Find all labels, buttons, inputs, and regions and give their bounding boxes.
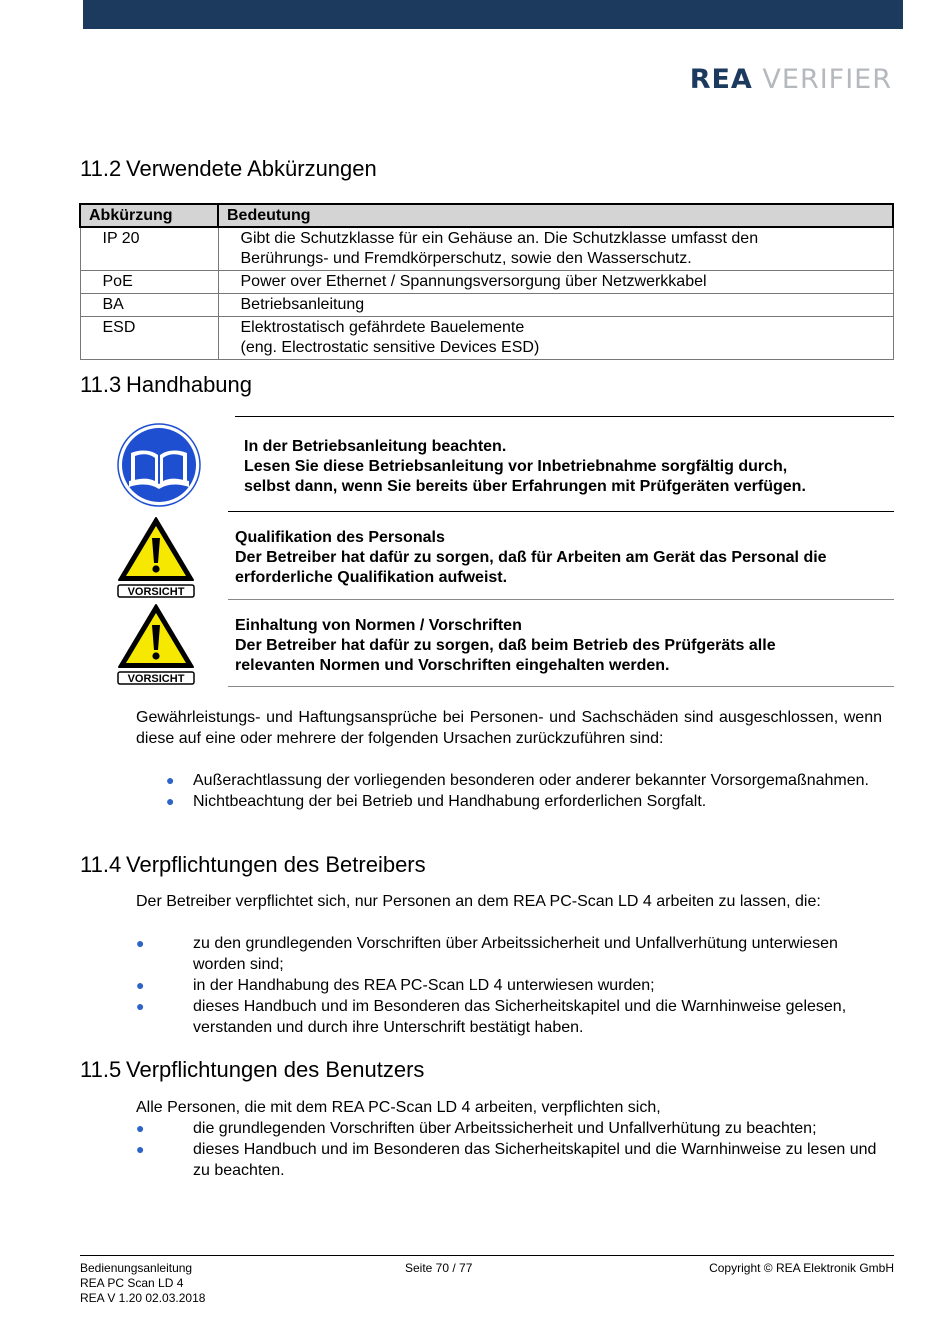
notice-standards: Einhaltung von Normen / Vorschriften Der Betreiber hat dafür zu sorgen, daß beim Betrieb des Prüfgeräts alle relevanten Normen und Vorschriften eingehalten werden. [235, 617, 776, 674]
list-item: ● die grundlegenden Vorschriften über Arbeitssicherheit und Unfallverhütung zu beachten; [136, 1120, 817, 1137]
list-item: ● Nichtbeachtung der bei Betrieb und Handhabung erforderlichen Sorgfalt. [166, 793, 707, 810]
operator-paragraph: Der Betreiber verpflichtet sich, nur Personen an dem REA PC-Scan LD 4 arbeiten zu lassen, die: [136, 893, 821, 910]
footer-left: Bedienungsanleitung REA PC Scan LD 4 REA V 1.20 02.03.2018 [80, 1261, 206, 1305]
list-item: ● dieses Handbuch und im Besonderen das Sicherheitskapitel und die Warnhinweise gelesen, verstanden und durch ihre Unterschrift bestätigt haben. [136, 998, 847, 1036]
section-title-11-2: 11.2 Verwendete Abkürzungen [80, 156, 377, 181]
section-title-11-3: 11.3 Handhabung [80, 372, 253, 397]
warn-label: VORSICHT [127, 673, 185, 685]
warning-triangle-icon [117, 603, 195, 685]
user-list [136, 1118, 885, 1181]
warranty-paragraph: Gewährleistungs- und Haftungsansprüche bei Personen- und Sachschäden sind ausgeschlossen, wenn diese auf eine oder mehrere der folgenden Ursachen zurückzuführen sind: [136, 709, 882, 747]
footer-divider [80, 1255, 894, 1256]
brand-light: VERIFIER [762, 64, 892, 95]
warranty-list [166, 770, 882, 812]
list-item: ● dieses Handbuch und im Besonderen das Sicherheitskapitel und die Warnhinweise zu lesen und zu beachten. [136, 1141, 877, 1179]
operator-list [136, 933, 882, 1038]
table-row: ESD Elektrostatisch gefährdete Bauelemente (eng. Electrostatic sensitive Devices ESD) [80, 317, 893, 360]
abbreviation-table [79, 203, 894, 360]
section-title-11-5: 11.5 Verpflichtungen des Benutzers [80, 1057, 425, 1082]
warn-label: VORSICHT [127, 586, 185, 598]
list-item: ● in der Handhabung des REA PC-Scan LD 4 unterwiesen wurden; [136, 977, 655, 994]
user-paragraph: Alle Personen, die mit dem REA PC-Scan LD 4 arbeiten, verpflichten sich, [136, 1099, 661, 1116]
divider [228, 686, 894, 687]
warning-triangle-icon [117, 516, 195, 598]
page-number: Seite 70 / 77 [405, 1261, 473, 1275]
footer-copyright: Copyright © REA Elektronik GmbH [709, 1261, 894, 1275]
section-title-11-4: 11.4 Verpflichtungen des Betreibers [80, 852, 426, 877]
col-header-abbr: Abkürzung [80, 204, 218, 227]
divider [228, 599, 894, 600]
list-item: ● zu den grundlegenden Vorschriften über Arbeitssicherheit und Unfallverhütung unterwiesen worden sind; [136, 935, 838, 973]
col-header-meaning: Bedeutung [218, 204, 893, 227]
read-manual-icon [117, 423, 201, 507]
table-row: IP 20 Gibt die Schutzklasse für ein Gehäuse an. Die Schutzklasse umfasst den Berührungs- und Fremdkörperschutz, sowie den Wasserschutz. [80, 227, 893, 271]
header-bar [83, 0, 903, 29]
brand-bold: REA [689, 64, 753, 95]
list-item: ● Außerachtlassung der vorliegenden besonderen oder anderer bekannter Vorsorgemaßnahmen. [166, 772, 869, 789]
notice-qualification: Qualifikation des Personals Der Betreiber hat dafür zu sorgen, daß für Arbeiten am Gerät das Personal die erforderliche Qualifikation aufweist. [235, 529, 827, 586]
brand-logo [690, 64, 892, 95]
divider [235, 416, 894, 417]
table-row: PoE Power over Ethernet / Spannungsversorgung über Netzwerkkabel [80, 271, 893, 294]
table-row: BA Betriebsanleitung [80, 294, 893, 317]
divider [228, 511, 894, 512]
notice-read-manual: In der Betriebsanleitung beachten. Lesen Sie diese Betriebsanleitung vor Inbetriebnahme sorgfältig durch, selbst dann, wenn Sie bereits über Erfahrungen mit Prüfgeräten verfügen. [244, 438, 806, 495]
